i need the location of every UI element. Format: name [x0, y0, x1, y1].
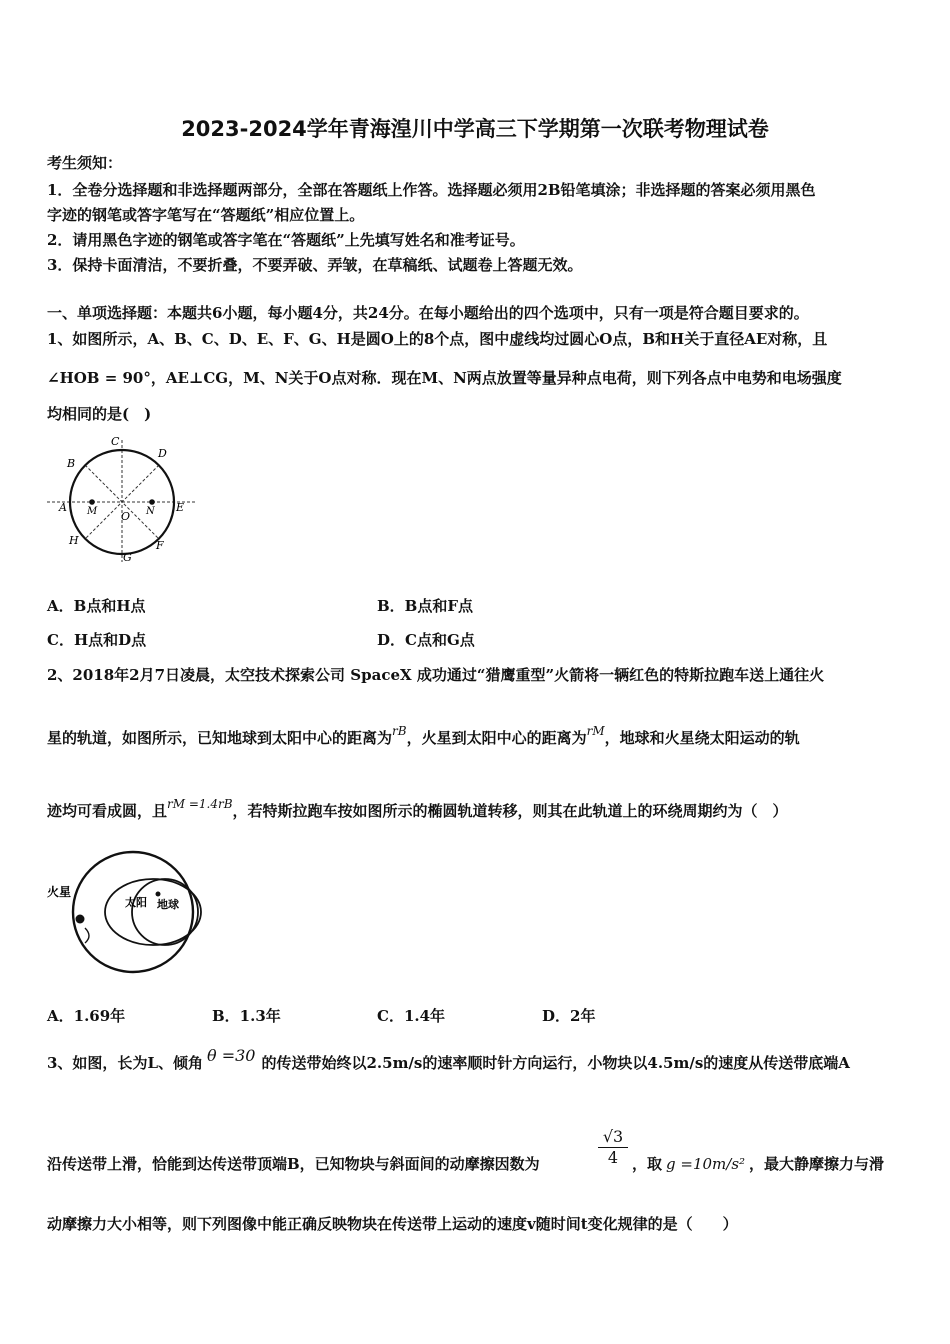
q3-text-line3: 动摩擦力大小相等，则下列图像中能正确反映物块在传送带上运动的速度v随时间t变化规律的是（ ）: [47, 1215, 738, 1233]
q3-text-line2-rest: [632, 1153, 884, 1174]
q2-text-line1: 2、2018年2月7日凌晨，太空技术探索公司 SpaceX 成功通过“猎鹰重型”火箭将一辆红色的特斯拉跑车送上通往火: [47, 666, 825, 684]
fig1-label-d: D: [158, 447, 167, 460]
q1-circle-figure: [45, 432, 205, 567]
q3-line1-part1: 3、如图，长为L、倾角: [47, 1054, 203, 1072]
fig2-label-sun: 太阳: [125, 896, 147, 909]
q2-rb-symbol: rB: [392, 724, 407, 738]
q2-line2-part1: 星的轨道，如图所示，已知地球到太阳中心的距离为: [47, 729, 393, 747]
fig1-label-a: A: [59, 501, 67, 514]
q3-line2-part3: ，最大静摩擦力与滑: [749, 1155, 885, 1173]
q1-option-c[interactable]: C．H点和D点: [47, 631, 147, 649]
fig1-label-f: F: [156, 539, 164, 552]
section-heading: 一、单项选择题：本题共6小题，每小题4分，共24分。在每小题给出的四个选项中，只有一项是符合题目要求的。: [47, 304, 809, 322]
fig1-label-c: C: [111, 435, 120, 448]
notice-item-1: 1．全卷分选择题和非选择题两部分，全部在答题纸上作答。选择题必须用2B铅笔填涂；非选择题的答案必须用黑色: [47, 181, 816, 199]
fig1-label-b: B: [67, 457, 76, 470]
page-title: 2023-2024学年青海湟川中学高三下学期第一次联考物理试卷: [181, 117, 769, 141]
q2-line2-part2: ，火星到太阳中心的距离为: [406, 729, 587, 747]
q3-line2-part1: 沿传送带上滑，恰能到达传送带顶端B，已知物块与斜面间的动摩擦因数为: [47, 1155, 540, 1173]
q2-line2-part3: ，地球和火星绕太阳运动的轨: [604, 729, 800, 747]
fig1-label-h: H: [69, 534, 79, 547]
q2-relation: rM =1.4rB: [167, 797, 233, 811]
fig2-label-earth: 地球: [157, 898, 179, 911]
q2-option-c[interactable]: C．1.4年: [377, 1007, 446, 1025]
q1-text-line2: ∠HOB = 90°，AE⊥CG，M、N关于O点对称．现在M、N两点放置等量异种点电荷，则下列各点中电势和电场强度: [47, 369, 842, 387]
q3-mu-fraction: [598, 1127, 628, 1167]
fig1-label-e: E: [176, 501, 185, 514]
fig1-label-m: M: [87, 506, 98, 517]
q1-text-line1: 1、如图所示，A、B、C、D、E、F、G、H是圆O上的8个点，图中虚线均过圆心O点，B和H关于直径AE对称，且: [47, 330, 828, 348]
q1-option-b[interactable]: B．B点和F点: [377, 597, 474, 615]
notice-item-2: 2．请用黑色字迹的钢笔或答字笔在“答题纸”上先填写姓名和准考证号。: [47, 231, 525, 249]
q2-text-line2: [47, 724, 800, 748]
q3-mu-denominator: 4: [607, 1148, 619, 1167]
q2-line3-part1: 迹均可看成圆，且: [47, 802, 168, 820]
q3-line2-part2: ，取: [632, 1155, 663, 1173]
q3-line1-part2: 的传送带始终以2.5m/s的速率顺时针方向运行，小物块以4.5m/s的速度从传送带底端A: [261, 1054, 850, 1072]
q1-text-line3: 均相同的是( ): [47, 405, 152, 423]
fig2-label-mars: 火星: [47, 885, 72, 899]
q2-line3-part2: ，若特斯拉跑车按如图所示的椭圆轨道转移，则其在此轨道上的环绕周期约为（ ）: [232, 802, 788, 820]
q1-option-d[interactable]: D．C点和G点: [377, 631, 475, 649]
q3-g-value: g =10m/s²: [666, 1155, 746, 1173]
fig1-label-o: O: [121, 510, 131, 523]
q2-orbit-figure: [45, 848, 205, 976]
q2-text-line3: [47, 797, 788, 821]
q2-rm-symbol: rM: [586, 724, 605, 738]
q2-option-a[interactable]: A．1.69年: [47, 1007, 126, 1025]
fig1-label-g: G: [123, 551, 132, 564]
q3-text-line1: [47, 1046, 850, 1073]
q3-angle: θ =30: [207, 1046, 256, 1065]
notice-item-1-cont: 字迹的钢笔或答字笔写在“答题纸”相应位置上。: [47, 206, 365, 224]
fig1-label-n: N: [146, 506, 155, 517]
q2-option-b[interactable]: B．1.3年: [212, 1007, 281, 1025]
q3-text-line2: [47, 1153, 540, 1174]
notice-item-3: 3．保持卡面清洁，不要折叠，不要弄破、弄皱，在草稿纸、试题卷上答题无效。: [47, 256, 583, 274]
q3-mu-numerator: √3: [598, 1127, 628, 1148]
q1-option-a[interactable]: A．B点和H点: [47, 597, 146, 615]
notice-heading: 考生须知：: [47, 154, 123, 172]
q2-option-d[interactable]: D．2年: [542, 1007, 596, 1025]
